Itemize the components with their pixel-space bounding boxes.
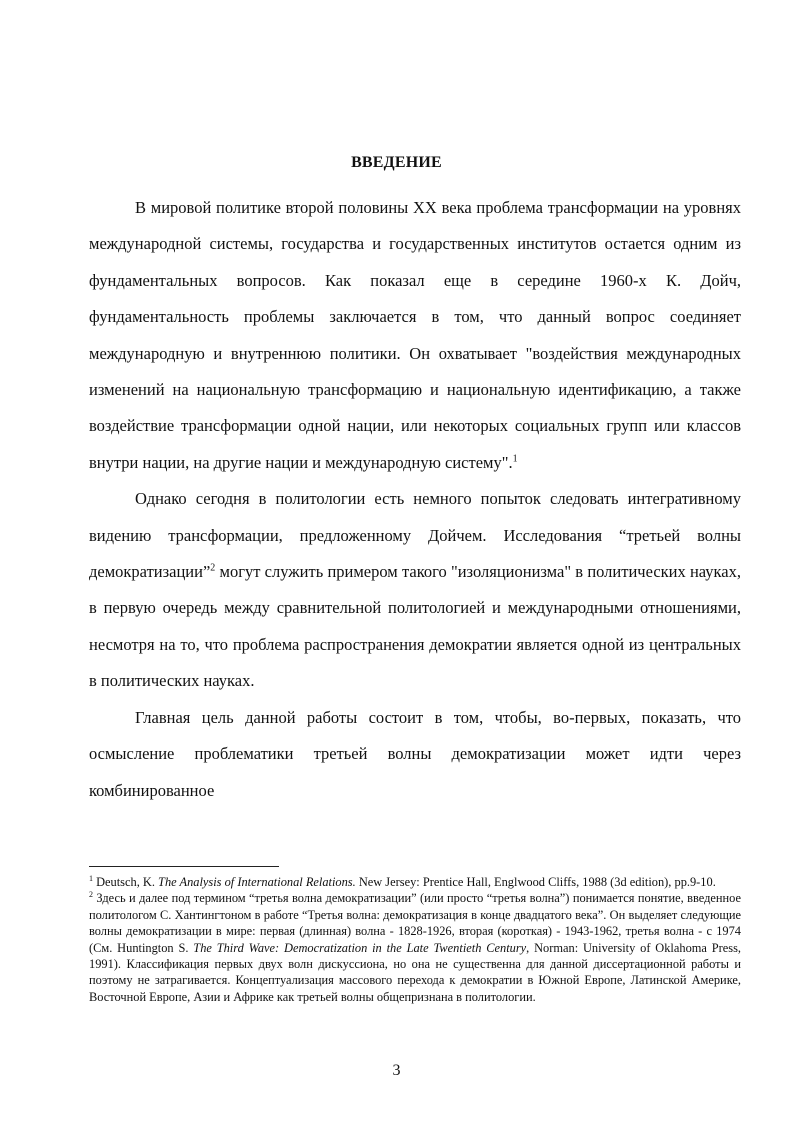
footnote-1-author: Deutsch, K. xyxy=(93,875,159,889)
footnote-ref-1[interactable]: 1 xyxy=(512,453,518,465)
paragraph-2 xyxy=(89,481,741,699)
footnote-2-text-after: , Norman: University of Oklahoma Press, 1991). Классификация первых двух волн дискуссиона, но она не существенна для данной диссертационной работы и поэтому не затрагивается. Концептуализация массового перехода к демократии в Южной Европе, Латинской Америке, Восточной Европе, Азии и Африке как третьей волны общепризнана в политологии. xyxy=(89,940,742,1004)
footnote-ref-2[interactable]: 2 xyxy=(210,562,216,574)
paragraph-3 xyxy=(89,700,741,809)
paragraph-1-text: В мировой политике второй половины XX века проблема трансформации на уровнях международной системы, государства и государственных институтов остается одним из фундаментальных вопросов. Как показал еще в середине 1960-х К. Дойч, фундаментальность проблемы заключается в том, что данный вопрос соединяет международную и внутреннюю политики. Он охватывает "воздействия международных изменений на национальную трансформацию и национальную идентификацию, а также воздействие трансформации одной нации, или некоторых социальных групп или классов внутри нации, на другие нации и международную систему". xyxy=(89,198,741,472)
footnotes xyxy=(89,874,741,1005)
footnote-2-mark: 2 xyxy=(89,890,93,900)
paragraph-1 xyxy=(89,190,741,481)
footnote-2 xyxy=(89,890,741,1005)
paragraph-3-text: Главная цель данной работы состоит в том, чтобы, во-первых, показать, что осмысление проблематики третьей волны демократизации может идти через комбинированное xyxy=(89,707,741,800)
footnote-1 xyxy=(89,874,741,890)
footnote-1-mark: 1 xyxy=(89,873,93,883)
footnote-1-rest: New Jersey: Prentice Hall, Englwood Cliffs, 1988 (3d edition), pp.9-10. xyxy=(355,875,716,889)
footnote-2-title: The Third Wave: Democratization in the Late Twentieth Century xyxy=(193,940,527,955)
footnote-2-text-before: Здесь и далее под термином “третья волна демократизации” (или просто “третья волна”) понимается понятие, введенное политологом С. Хантингтоном в работе “Третья волна: демократизация в конце двадцатого века”. Он выделяет следующие волны демократизации в мире: первая (длинная) волна - 1828-1926, вторая (короткая) - 1943-1962, третья волна - с 1974 (См. Huntington S. xyxy=(89,891,741,955)
paragraph-2-text-after: могут служить примером такого "изоляционизма" в политических науках, в первую очередь между сравнительной политологией и международными отношениями, несмотря на то, что проблема распространения демократии является одной из центральных в политических науках. xyxy=(89,562,741,691)
paragraph-2-text-before: Однако сегодня в политологии есть немного попыток следовать интегративному видению трансформации, предложенному Дойчем. Исследования “третьей волны демократизации” xyxy=(89,489,741,582)
page-title: ВВЕДЕНИЕ xyxy=(351,154,442,171)
footnote-1-title: The Analysis of International Relations. xyxy=(158,875,356,889)
main-text xyxy=(89,190,741,809)
page-number: 3 xyxy=(392,1062,401,1079)
footnote-divider xyxy=(89,866,279,867)
